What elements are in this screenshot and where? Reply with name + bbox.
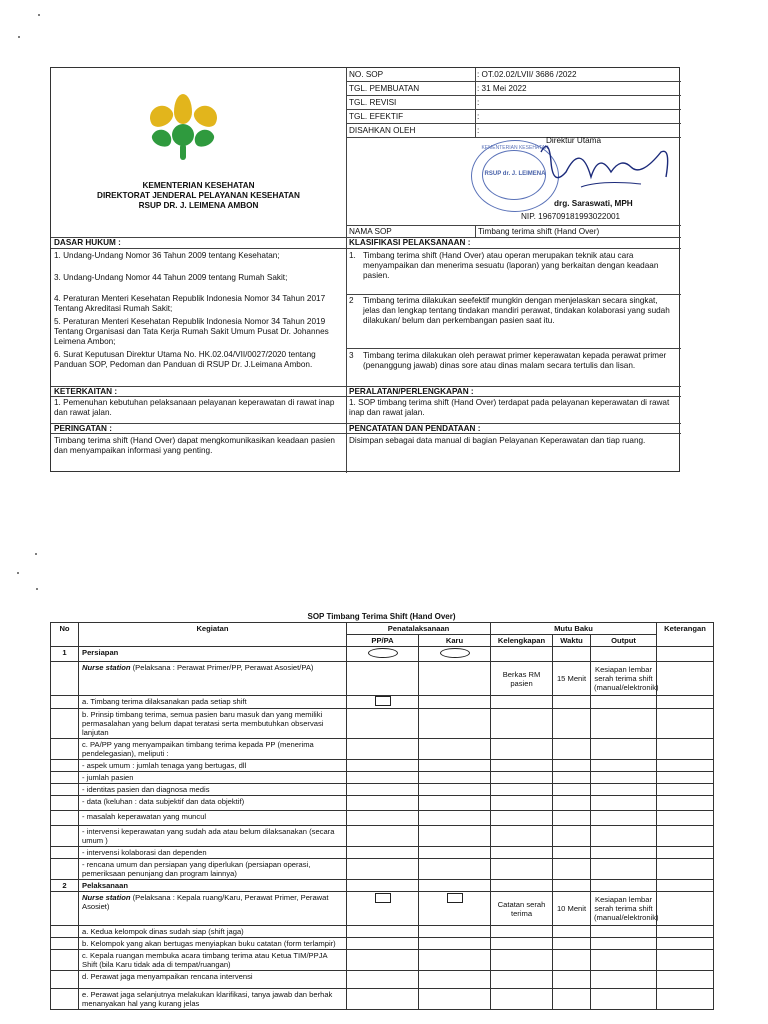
scan-speck xyxy=(17,572,19,574)
process-box-icon xyxy=(447,893,463,903)
kelengkapan-value: Berkas RM pasien xyxy=(491,662,553,696)
value-nama-sop: Timbang terima shift (Hand Over) xyxy=(478,227,600,236)
scan-speck xyxy=(38,14,40,16)
official-stamp: KEMENTERIAN KESEHATAN RSUP dr. J. LEIMENA xyxy=(471,140,559,212)
col-waktu: Waktu xyxy=(553,635,591,647)
pencatatan-title: PENCATATAN DAN PENDATAAN : xyxy=(349,424,481,433)
col-kelengkapan: Kelengkapan xyxy=(491,635,553,647)
value-tgl-revisi: : xyxy=(477,98,480,107)
signer-title: Direktur Utama xyxy=(546,136,602,145)
klasifikasi-item-no: 2 xyxy=(349,296,354,305)
nurse-station-row: Nurse station (Pelaksana : Kepala ruang/Karu, Perawat Primer, Perawat Asosiet) xyxy=(79,892,347,926)
list-item: b. Kelompok yang akan bertugas menyiapkan buku catatan (form terlampir) xyxy=(79,938,347,950)
list-item: - masalah keperawatan yang muncul xyxy=(79,811,347,826)
col-mutu-baku: Mutu Baku xyxy=(491,623,657,635)
start-terminator-icon xyxy=(368,648,398,658)
section-title: Pelaksanaan xyxy=(79,880,347,892)
start-terminator-icon xyxy=(440,648,470,658)
org-line-1: KEMENTERIAN KESEHATAN xyxy=(142,181,255,190)
list-item: - jumlah pasien xyxy=(79,772,347,784)
col-ppa: PP/PA xyxy=(347,635,419,647)
flow-table xyxy=(50,622,713,1010)
sop-identity-table xyxy=(50,67,680,472)
col-no: No xyxy=(51,623,79,647)
list-item: c. Kepala ruangan membuka acara timbang terima atau Ketua TIM/PPJA Shift (bila Karu tidak ada di tempat/ruangan) xyxy=(79,950,347,971)
output-value: Kesiapan lembar serah terima shift (manual/elektronik) xyxy=(591,662,657,696)
list-item: - aspek umum : jumlah tenaga yang bertugas, dll xyxy=(79,760,347,772)
dasar-hukum-item: 5. Peraturan Menteri Kesehatan Republik Indonesia Nomor 34 Tahun 2019 Tentang Organisasi dan Tata Kerja Rumah Sakit Umum Pusat Dr. Johannes Leimena Ambon; xyxy=(54,317,329,346)
org-line-2: DIREKTORAT JENDERAL PELAYANAN KESEHATAN xyxy=(97,191,300,200)
klasifikasi-item-no: 1. xyxy=(349,251,356,260)
dasar-hukum-title: DASAR HUKUM : xyxy=(54,238,121,247)
label-disahkan-oleh: DISAHKAN OLEH xyxy=(349,126,416,135)
value-tgl-efektif: : xyxy=(477,112,480,121)
col-kegiatan: Kegiatan xyxy=(79,623,347,647)
list-item: - intervensi keperawatan yang sudah ada atau belum dilaksanakan (secara umum ) xyxy=(79,826,347,847)
nurse-station-row: Nurse station (Pelaksana : Perawat Primer/PP, Perawat Asosiet/PA) xyxy=(79,662,347,696)
section-no: 1 xyxy=(51,647,79,662)
scan-speck xyxy=(36,588,38,590)
klasifikasi-item-text: Timbang terima shift (Hand Over) atau operan merupakan teknik atau cara menyampaikan dan menerima sesuatu (laporan) yang berkaitan dengan keadaan pasien. xyxy=(363,251,659,280)
list-item: c. PA/PP yang menyampaikan timbang terima kepada PP (menerima pendelegasian), meliputi : xyxy=(79,739,347,760)
process-box-icon xyxy=(375,893,391,903)
output-value: Kesiapan lembar serah terima shift (manual/elektronik) xyxy=(591,892,657,926)
org-line-3: RSUP DR. J. LEIMENA AMBON xyxy=(138,201,259,210)
list-item: - intervensi kolaborasi dan dependen xyxy=(79,847,347,859)
label-nama-sop: NAMA SOP xyxy=(349,227,392,236)
waktu-value: 10 Menit xyxy=(553,892,591,926)
list-item: a. Timbang terima dilaksanakan pada setiap shift xyxy=(79,696,347,709)
waktu-value: 15 Menit xyxy=(553,662,591,696)
klasifikasi-item-text: Timbang terima dilakukan oleh perawat primer keperawatan kepada perawat primer (penanggung jawab) dinas sore atau dinas malam secara tertulis dan lisan. xyxy=(363,351,667,370)
flow-table-title: SOP Timbang Terima Shift (Hand Over) xyxy=(307,612,456,621)
value-disahkan-oleh: : xyxy=(477,126,480,135)
section-no: 2 xyxy=(51,880,79,892)
scan-speck xyxy=(35,553,37,555)
signer-nip: NIP. 196709181993022001 xyxy=(521,212,621,221)
list-item: b. Prinsip timbang terima, semua pasien baru masuk dan yang memiliki permasalahan yang belum dapat teratasi serta membutuhkan observasi lanjutan xyxy=(79,709,347,739)
dasar-hukum-item: 6. Surat Keputusan Direktur Utama No. HK.02.04/VII/0027/2020 tentang Panduan SOP, Pedoman dan Panduan di RSUP Dr. J.Leimana Ambon. xyxy=(54,350,316,369)
dasar-hukum-item: 4. Peraturan Menteri Kesehatan Republik Indonesia Nomor 34 Tahun 2017 Tentang Akreditasi Rumah Sakit; xyxy=(54,294,326,313)
kelengkapan-value: Catatan serah terima xyxy=(491,892,553,926)
label-no-sop: NO. SOP xyxy=(349,70,384,79)
label-tgl-pembuatan: TGL. PEMBUATAN xyxy=(349,84,420,93)
list-item: - data (keluhan : data subjektif dan data objektif) xyxy=(79,796,347,811)
list-item: e. Perawat jaga selanjutnya melakukan klarifikasi, tanya jawab dan berhak menanyakan hal yang kurang jelas xyxy=(79,989,347,1010)
label-tgl-efektif: TGL. EFEKTIF xyxy=(349,112,404,121)
list-item: a. Kedua kelompok dinas sudah siap (shift jaga) xyxy=(79,926,347,938)
col-penatalaksanaan: Penatalaksanaan xyxy=(347,623,491,635)
signer-name: drg. Saraswati, MPH xyxy=(554,199,633,208)
peralatan-title: PERALATAN/PERLENGKAPAN : xyxy=(349,387,474,396)
value-tgl-pembuatan: : 31 Mei 2022 xyxy=(477,84,527,93)
dasar-hukum-item: 3. Undang-Undang Nomor 44 Tahun 2009 tentang Rumah Sakit; xyxy=(54,273,288,282)
col-output: Output xyxy=(591,635,657,647)
peringatan-text: Timbang terima shift (Hand Over) dapat mengkomunikasikan keadaan pasien dan menyampaikan informasi yang penting. xyxy=(54,436,335,455)
scan-speck xyxy=(18,36,20,38)
list-item: d. Perawat jaga menyampaikan rencana intervensi xyxy=(79,971,347,989)
process-box-icon xyxy=(375,696,391,706)
list-item: - rencana umum dan persiapan yang diperlukan (persiapan operasi, pemeriksaan penunjang dan program lainnya) xyxy=(79,859,347,880)
keterkaitan-title: KETERKAITAN : xyxy=(54,387,118,396)
kemenkes-logo-icon xyxy=(144,94,224,164)
peringatan-title: PERINGATAN : xyxy=(54,424,112,433)
label-tgl-revisi: TGL. REVISI xyxy=(349,98,397,107)
peralatan-text: 1. SOP timbang terima shift (Hand Over) terdapat pada pelayanan keperawatan di rawat inap dan rawat jalan. xyxy=(349,398,670,417)
klasifikasi-item-text: Timbang terima dilakukan seefektif mungkin dengan menjelaskan secara singkat, jelas dan lengkap tentang tindakan mandiri perawat, tindakan kolaborasi yang sudah dilakukan/ belum dan perkembangan pasien saat itu. xyxy=(363,296,670,325)
section-title: Persiapan xyxy=(79,647,347,662)
keterkaitan-text: 1. Pemenuhan kebutuhan pelaksanaan pelayanan keperawatan di rawat inap dan rawat jalan. xyxy=(54,398,335,417)
list-item: - identitas pasien dan diagnosa medis xyxy=(79,784,347,796)
dasar-hukum-item: 1. Undang-Undang Nomor 36 Tahun 2009 tentang Kesehatan; xyxy=(54,251,280,260)
col-karu: Karu xyxy=(419,635,491,647)
klasifikasi-title: KLASIFIKASI PELAKSANAAN : xyxy=(349,238,471,247)
pencatatan-text: Disimpan sebagai data manual di bagian Pelayanan Keperawatan dan tiap ruang. xyxy=(349,436,646,445)
value-no-sop: : OT.02.02/LVII/ 3686 /2022 xyxy=(477,70,577,79)
col-keterangan: Keterangan xyxy=(657,623,714,647)
klasifikasi-item-no: 3 xyxy=(349,351,354,360)
